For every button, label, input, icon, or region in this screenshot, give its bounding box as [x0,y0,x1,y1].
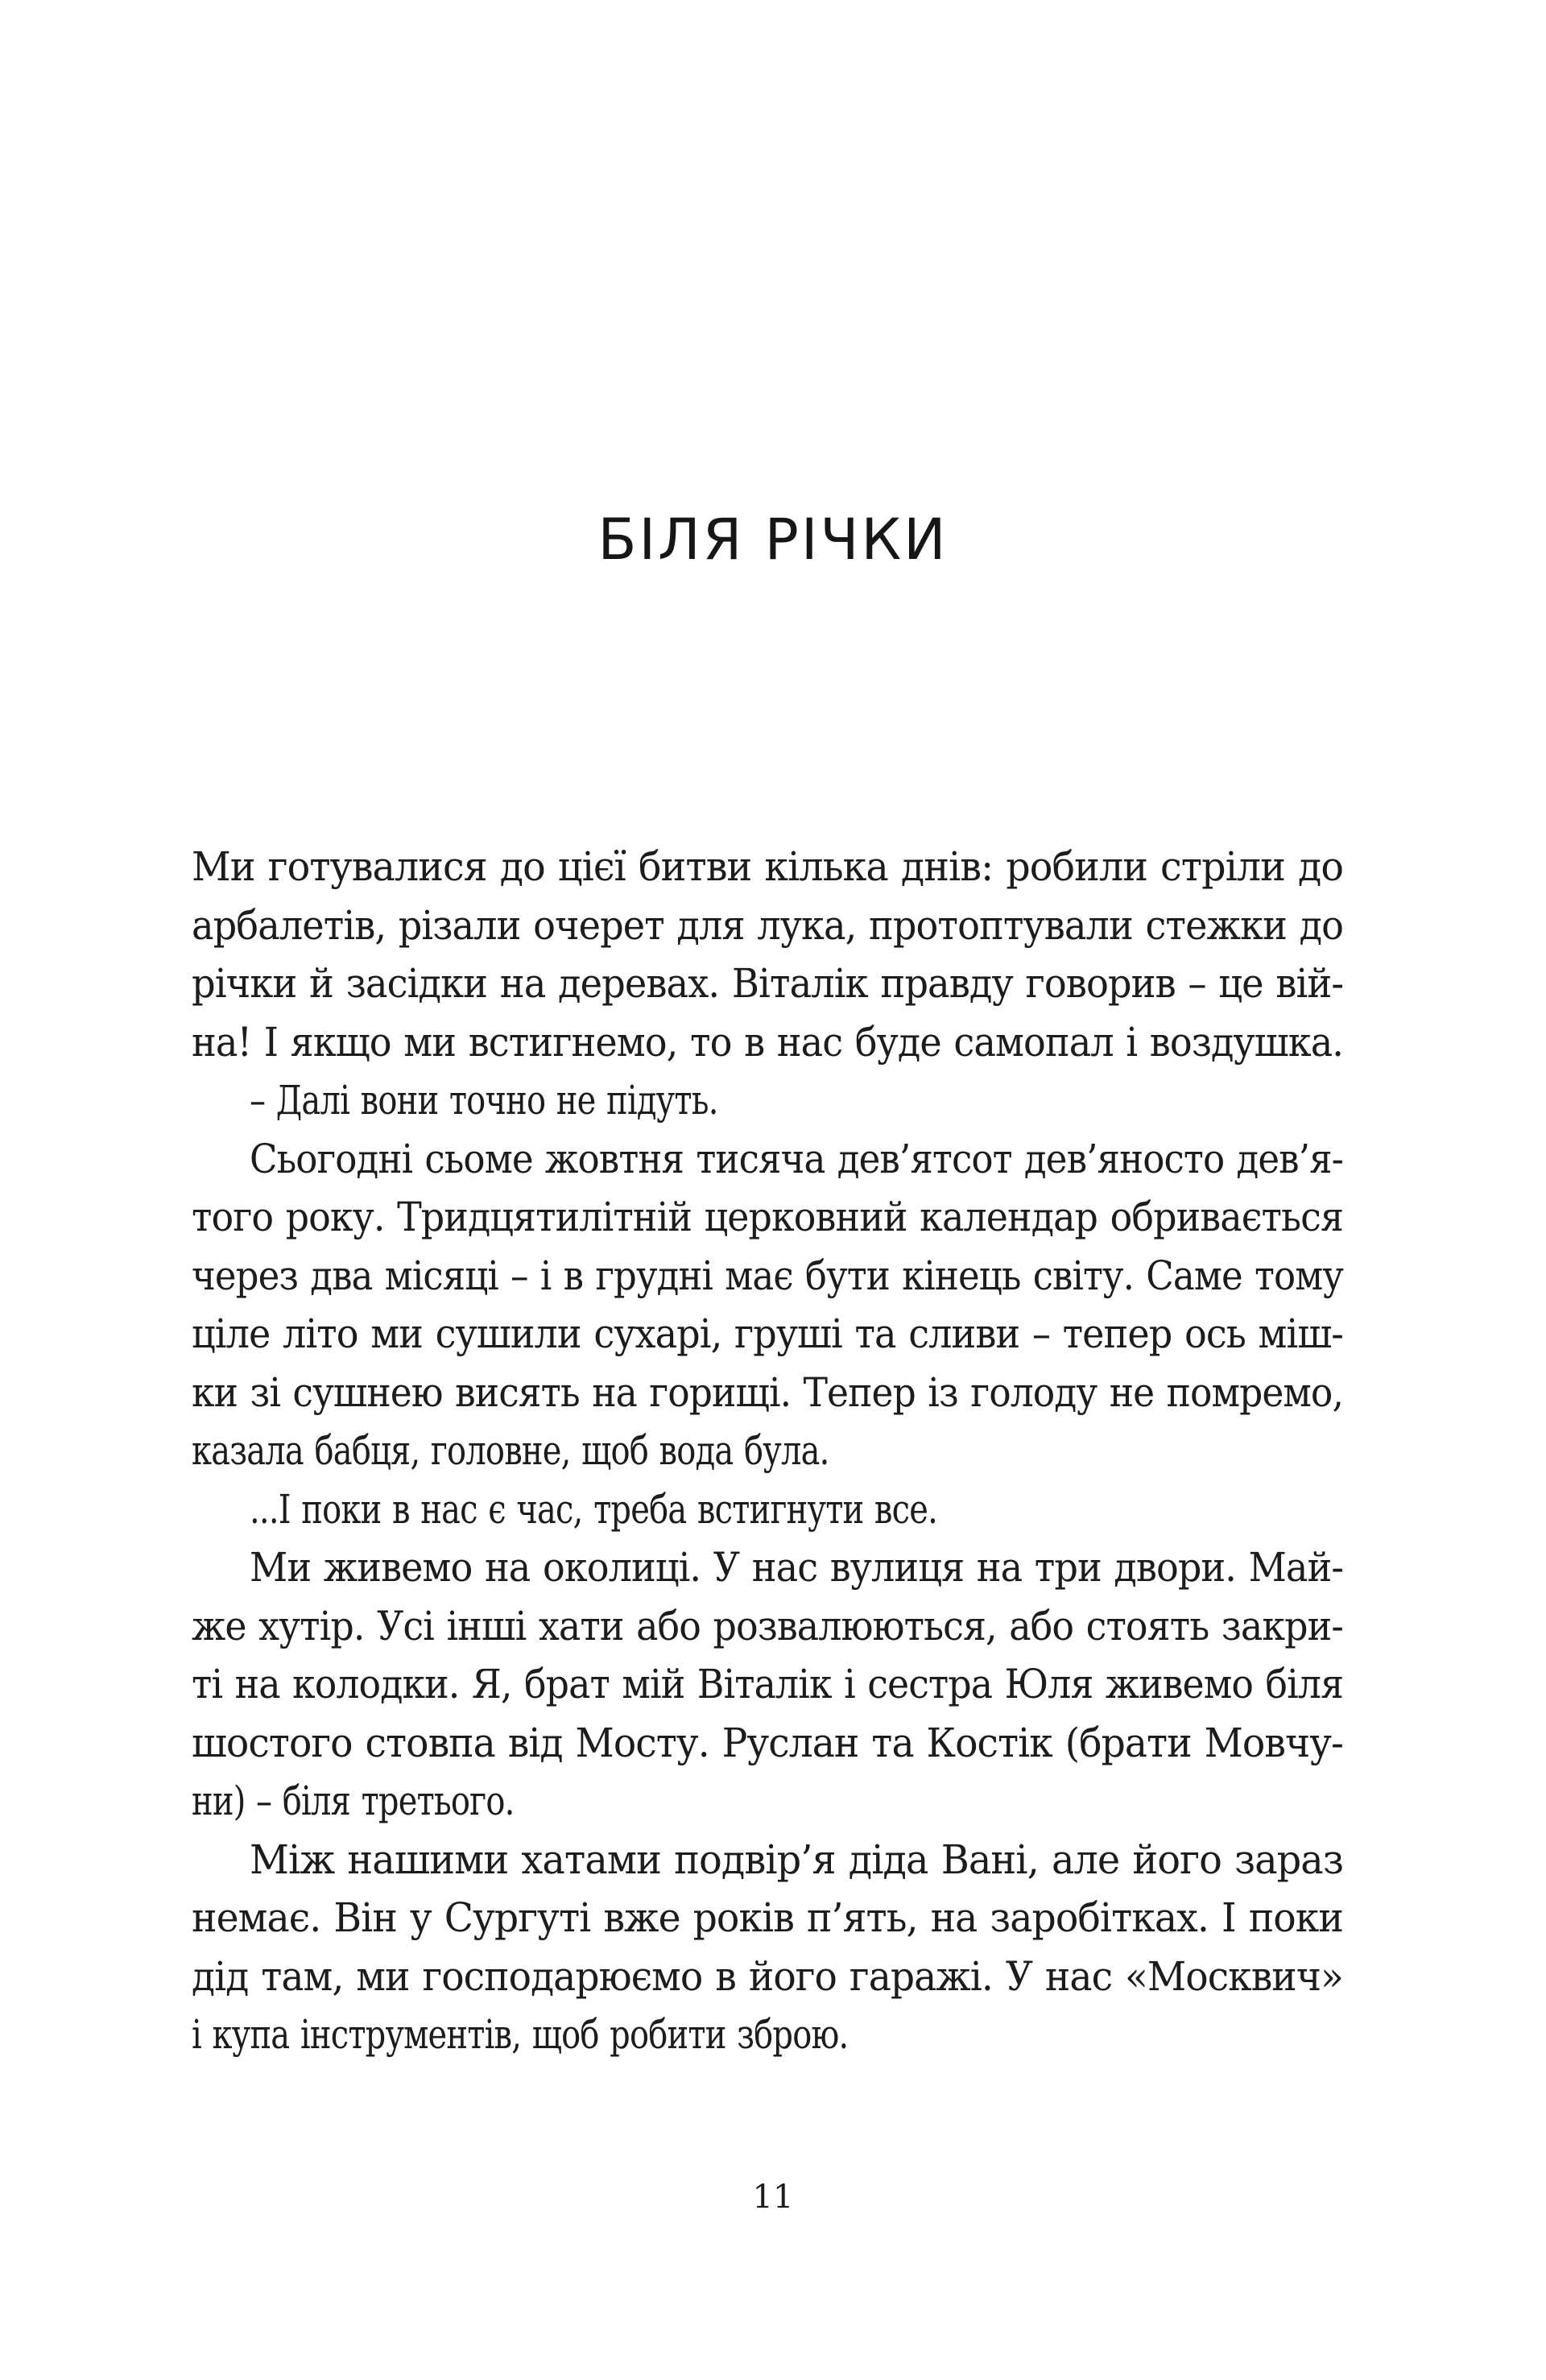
text-line: того року. Тридцятилітній церковний календар обривається [192,1194,1344,1240]
text-line: Ми живемо на околиці. У нас вулиця на три двори. Май- [250,1544,1344,1591]
text-line: Між нашими хатами подвір’я діда Вані, але його зараз [250,1836,1343,1883]
text-line: же хутір. Усі інші хати або розвалюються, або стоять закри- [192,1602,1343,1649]
text-line: арбалетів, різали очерет для лука, протоптували стежки до [192,901,1344,949]
text-line: – Далі вони точно не підуть. [250,1077,718,1124]
text-line: Ми готувалися до цієї битви кілька днів: робили стріли до [192,843,1344,890]
text-line: ...І поки в нас є час, треба встигнути все. [250,1485,938,1533]
text-line: немає. Він у Сургуті вже років п’ять, на заробітках. І поки [192,1894,1344,1941]
text-line: на! І якщо ми встигнемо, то в нас буде самопал і воздушка. [192,1018,1344,1066]
chapter-body-text [192,838,1343,2064]
text-line: Сьогодні сьоме жовтня тисяча дев’ятсот дев’яносто дев’я- [250,1135,1344,1182]
text-line: і купа інструментів, щоб робити зброю. [192,2011,849,2058]
text-line: річки й засідки на деревах. Віталік правду говорив – це вій- [192,960,1344,1007]
page-number: 11 [752,2179,794,2216]
text-line: ті на колодки. Я, брат мій Віталік і сестра Юля живемо біля [192,1661,1344,1707]
text-line: шостого стовпа від Мосту. Руслан та Костік (брати Мовчу- [192,1719,1343,1766]
text-line: казала бабця, головне, щоб вода була. [192,1427,829,1474]
text-line: ціле літо ми сушили сухарі, груші та сливи – тепер ось міш- [192,1310,1343,1357]
text-line: ки зі сушнею висять на горищі. Тепер із голоду не помремо, [192,1368,1344,1416]
text-line: дід там, ми господарюємо в його гаражі. У нас «Москвич» [192,1952,1343,2000]
chapter-title: БІЛЯ РІЧКИ [597,506,949,573]
text-line: ни) – біля третього. [192,1778,515,1824]
text-line: через два місяці – і в грудні має бути кінець світу. Саме тому [192,1252,1343,1299]
